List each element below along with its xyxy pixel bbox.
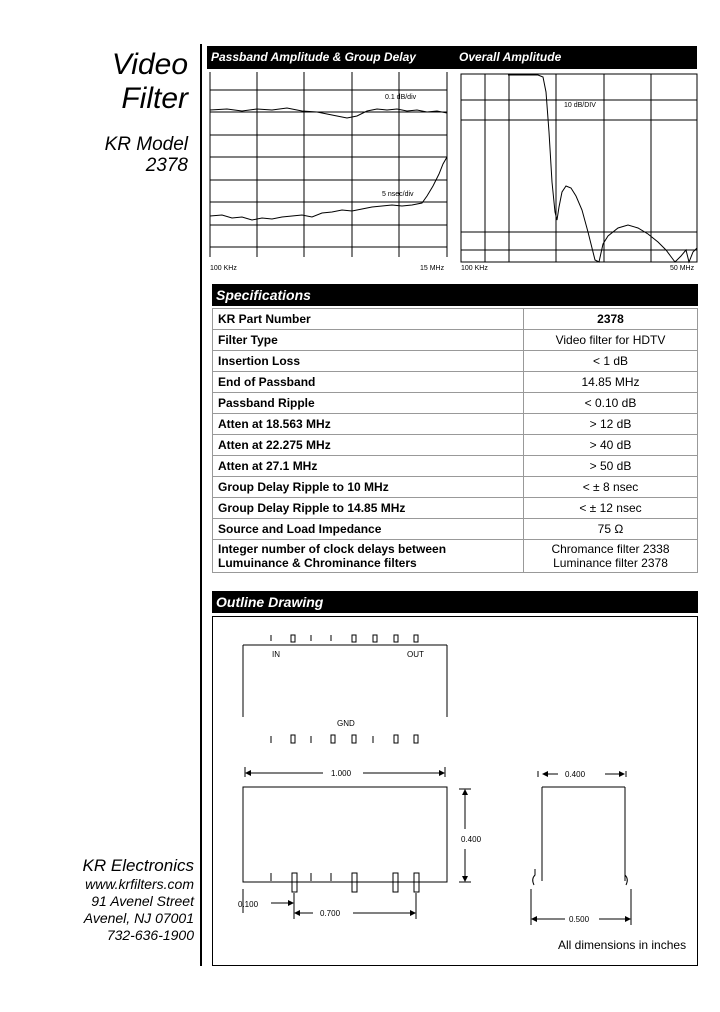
title-line-1: Video [111, 48, 188, 81]
overall-plot-title: Overall Amplitude [459, 50, 562, 64]
table-row [213, 540, 698, 573]
spec-label: Group Delay Ripple to 10 MHz [213, 477, 524, 498]
spec-label-line-1: Integer number of clock delays between [218, 542, 447, 556]
spec-label: Filter Type [213, 330, 524, 351]
specifications-header: Specifications [212, 284, 698, 306]
passband-amplitude-trace [210, 108, 447, 118]
dim-pin-row-label: 0.500 [569, 915, 590, 924]
dimensions-footnote: All dimensions in inches [558, 938, 687, 952]
vertical-divider [200, 44, 202, 966]
spec-label [213, 540, 524, 573]
spec-label: KR Part Number [213, 309, 524, 330]
spec-value: 75 Ω [524, 519, 698, 540]
dim-pin-span-label: 0.700 [320, 909, 341, 918]
outline-drawing-header: Outline Drawing [212, 591, 698, 613]
model-line-2: 2378 [145, 155, 188, 176]
outline-drawing-frame [212, 616, 698, 966]
pin-gnd-label: GND [337, 719, 355, 728]
outline-drawing [213, 617, 697, 965]
spec-value: > 40 dB [524, 435, 698, 456]
spec-value: 14.85 MHz [524, 372, 698, 393]
spec-label: Group Delay Ripple to 14.85 MHz [213, 498, 524, 519]
dim-width-label: 0.400 [565, 770, 586, 779]
spec-label-line-2: Lumuinance & Chrominance filters [218, 556, 417, 570]
spec-label: Atten at 27.1 MHz [213, 456, 524, 477]
spec-value: < ± 12 nsec [524, 498, 698, 519]
spec-value [524, 540, 698, 573]
table-row [213, 372, 698, 393]
dim-height-label: 0.400 [461, 835, 482, 844]
overall-x-end: 50 MHz [670, 265, 695, 272]
spec-value: Video filter for HDTV [524, 330, 698, 351]
spec-value: > 50 dB [524, 456, 698, 477]
specifications-table [212, 308, 698, 573]
amp-scale-label: 0.1 dB/div [385, 94, 417, 101]
spec-label: Atten at 18.563 MHz [213, 414, 524, 435]
pin-out-label: OUT [407, 650, 424, 659]
passband-plot [207, 72, 450, 276]
group-delay-trace [210, 157, 447, 220]
spec-label: Source and Load Impedance [213, 519, 524, 540]
spec-label: Insertion Loss [213, 351, 524, 372]
spec-value-line-2: Luminance filter 2378 [553, 556, 668, 570]
company-name: KR Electronics [82, 856, 194, 875]
overall-scale-label: 10 dB/DIV [564, 102, 596, 109]
table-row [213, 498, 698, 519]
title-line-2: Filter [121, 82, 188, 115]
overall-plot [458, 72, 700, 276]
table-row [213, 435, 698, 456]
dim-pin-offset-label: 0.100 [238, 900, 259, 909]
model-line-1: KR Model [104, 134, 188, 155]
company-phone: 732-636-1900 [106, 927, 194, 943]
table-row [213, 309, 698, 330]
spec-value: < ± 8 nsec [524, 477, 698, 498]
spec-value: 2378 [524, 309, 698, 330]
passband-x-start: 100 KHz [210, 265, 237, 272]
company-street: 91 Avenel Street [91, 893, 194, 909]
overall-amplitude-trace [508, 75, 697, 262]
spec-value: < 1 dB [524, 351, 698, 372]
spec-value: < 0.10 dB [524, 393, 698, 414]
company-website[interactable]: www.krfilters.com [85, 876, 194, 892]
plot-header-bar [207, 46, 697, 69]
spec-value-line-1: Chromance filter 2338 [551, 542, 670, 556]
spec-label: Passband Ripple [213, 393, 524, 414]
table-row [213, 456, 698, 477]
table-row [213, 351, 698, 372]
passband-x-end: 15 MHz [420, 265, 445, 272]
passband-plot-title: Passband Amplitude & Group Delay [211, 50, 416, 64]
company-city: Avenel, NJ 07001 [83, 910, 194, 926]
table-row [213, 519, 698, 540]
table-row [213, 477, 698, 498]
dim-length-label: 1.000 [331, 769, 352, 778]
spec-label: Atten at 22.275 MHz [213, 435, 524, 456]
overall-x-start: 100 KHz [461, 265, 488, 272]
spec-value: > 12 dB [524, 414, 698, 435]
table-row [213, 393, 698, 414]
pin-in-label: IN [272, 650, 280, 659]
table-row [213, 414, 698, 435]
top-pin-row [271, 635, 418, 642]
bottom-pin-row [271, 735, 418, 743]
spec-label: End of Passband [213, 372, 524, 393]
table-row [213, 330, 698, 351]
delay-scale-label: 5 nsec/div [382, 191, 414, 198]
